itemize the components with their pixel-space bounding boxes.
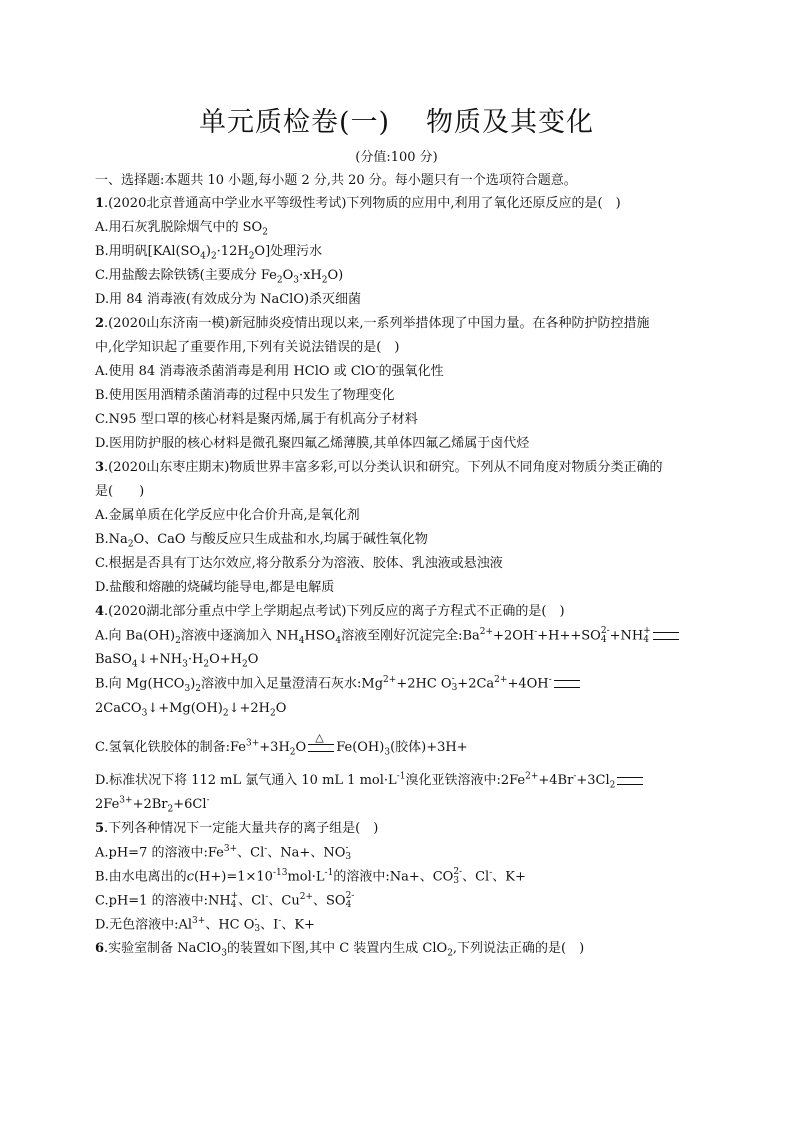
q4-option-a-line2: $BaSO_4↓+NH_3\cdot H_2O+H_2O$ [95,652,259,670]
q5-option-a: A.pH=7 的溶液中$:Fe^{3+}$、Cl-、Na+、NO - 3 [95,843,352,862]
q2-stem-line1: 2.(2020山东济南一模)新冠肺炎疫情出现以来,一系列举措体现了中国力量。在各种防护防控措施 [95,316,650,331]
q4-option-b-line1: B.向 $Mg(HCO_3)_2$溶液中加入足量澄清石灰水$:Mg^{2+}+2HC$ O - 3 $+2Ca^{2+}+4OH^-$ [95,675,582,694]
q4-stem: 4.(2020湖北部分重点中学上学期起点考试)下列反应的离子方程式不正确的是( ) [95,604,565,619]
q4-option-c: C.氢氧化铁胶体的制备$:Fe^{3+}+3H_2O$ △ $Fe(OH)_3$(胶体)+3H+ [95,730,468,758]
q4-option-a-line1: A.向 $Ba(OH)_2$溶液中逐滴加入 $NH_4HSO_4$溶液至刚好沉淀完全$:Ba^{2+}+2OH^-+H++SO$ 2- 4 +NH + 4 [95,627,681,646]
q2-option-b: B.使用医用酒精杀菌消毒的过程中只发生了物理变化 [95,388,395,403]
q3-option-a: A.金属单质在化学反应中化合价升高,是氧化剂 [95,508,360,523]
q4-option-d-line2: $2Fe^{3+}+2Br_2+6Cl^-$ [95,795,210,815]
q3-stem-line1: 3.(2020山东枣庄期末)物质世界丰富多彩,可以分类认识和研究。下列从不同角度对物质分类正确的 [95,460,663,475]
q5-option-d: D.无色溶液中$:Al^{3+}$、HC O - 3 、I-、K+ [95,915,315,934]
q3-option-d: D.盐酸和熔融的烧碱均能导电,都是电解质 [95,580,335,595]
q1-option-c: C.用盐酸去除铁锈(主要成分 $Fe_2O_3\cdot xH_2O$) [95,268,344,286]
q5-option-b: B.由水电离出的$c(H+)=1\times 10^{-13}mol\cdot L^{-1}$的溶液中:Na+、CO 2- 3 、Cl-、K+ [95,867,526,886]
page-title [0,100,793,139]
q1-option-d: D.用 84 消毒液(有效成分为 NaClO)杀灭细菌 [95,292,362,307]
q1-stem: 1.(2020北京普通高中学业水平等级性考试)下列物质的应用中,利用了氧化还原反应的是( ) [95,196,621,211]
score-note: (分值:100 分) [355,150,438,165]
q3-stem-line2: 是( ) [95,484,145,499]
q5-stem: 5.下列各种情况下一定能大量共存的离子组是( ) [95,821,379,836]
q4-option-b-line2: $2CaCO_3↓+Mg(OH)_2↓+2H_2O$ [95,701,287,719]
q1-option-a: A.用石灰乳脱除烟气中的 $SO_2$ [95,220,268,238]
q2-stem-line2: 中,化学知识起了重要作用,下列有关说法错误的是( ) [95,340,400,355]
q2-option-d: D.医用防护服的核心材料是微孔聚四氟乙烯薄膜,其单体四氟乙烯属于卤代烃 [95,436,530,451]
q4-option-d-line1: D.标准状况下将 112 mL 氯气通入 10 mL 1 $mol\cdot L^{-1}$溴化亚铁溶液中$:2Fe^{2+}+4Br^-+3Cl_2$ [95,772,645,790]
title-left: 单元质检卷(一) [198,107,391,138]
q1-option-b: B.用明矾$[KAl(SO_4)_2\cdot 12H_2O]$处理污水 [95,244,323,262]
q5-option-c: C.pH=1 的溶液中:NH + 4 、Cl-、$Cu^{2+}$、SO 2- 4 [95,891,355,910]
q6-stem: 6.实验室制备 NaClO$_3$的装置如下图,其中 C 装置内生成 ClO$_2$,下列说法正确的是( ) [95,941,585,959]
title-right: 物质及其变化 [426,107,595,138]
q2-option-a: A.使用 84 消毒液杀菌消毒是利用 HClO 或 ClO-的强氧化性 [95,362,444,379]
heat-triangle-icon: △ [315,730,324,744]
q3-option-c: C.根据是否具有丁达尔效应,将分散系分为溶液、胶体、乳浊液或悬浊液 [95,556,503,571]
q3-option-b: $B.Na_2O$、CaO 与酸反应只生成盐和水,均属于碱性氧化物 [95,532,428,550]
section-heading: 一、选择题:本题共 10 小题,每小题 2 分,共 20 分。每小题只有一个选项符合题意。 [95,173,577,188]
q2-option-c: C.N95 型口罩的核心材料是聚丙烯,属于有机高分子材料 [95,412,418,427]
